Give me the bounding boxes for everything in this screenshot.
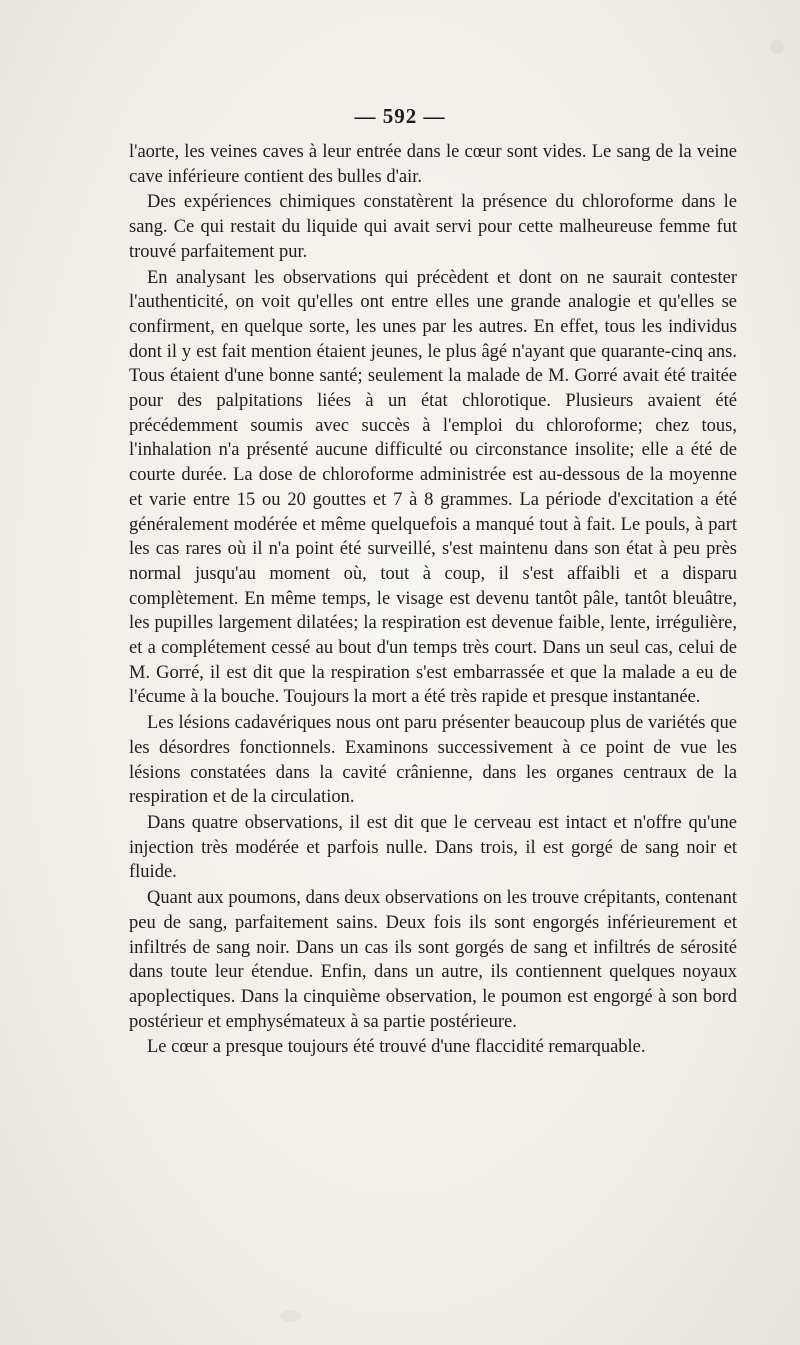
paragraph-2: Des expériences chimiques constatèrent la présence du chloroforme dans le sang. Ce qui restait du liquide qui avait servi pour cette malheureuse femme fut trouvé parfaitement pur. xyxy=(129,192,737,262)
paragraph-7: Le cœur a presque toujours été trouvé d'une flaccidité remarquable. xyxy=(147,1037,646,1058)
paragraph-4: Les lésions cadavériques nous ont paru présenter beaucoup plus de variétés que les désordres fonctionnels. Examinons successivement à ce point de vue les lésions constatées dans la cavité crânienne, dans les organes centraux de la respiration et de la circulation. xyxy=(129,713,737,808)
paragraph-1: l'aorte, les veines caves à leur entrée dans le cœur sont vides. Le sang de la veine cave inférieure contient des bulles d'air. xyxy=(129,142,737,187)
body-text xyxy=(129,140,737,1060)
paper-stain xyxy=(770,40,784,54)
paragraph-5: Dans quatre observations, il est dit que le cerveau est intact et n'offre qu'une injection très modérée et parfois nulle. Dans trois, il est gorgé de sang noir et fluide. xyxy=(129,812,737,883)
page-number: — 592 — xyxy=(354,104,446,128)
paragraph-6: Quant aux poumons, dans deux observations on les trouve crépitants, contenant peu de sang, parfaitement sains. Deux fois ils sont engorgés inférieurement et infiltrés de sang noir. Dans un cas ils sont gorgés de sang et infiltrés de sérosité dans toute leur étendue. Enfin, dans un autre, ils contiennent quelques noyaux apoplectiques. Dans la cinquième observation, le poumon est engorgé à son bord postérieur et emphysémateux à sa partie postérieure. xyxy=(129,888,737,1032)
paper-stain xyxy=(280,1310,302,1322)
paragraph-3: En analysant les observations qui précèdent et dont on ne saurait contester l'authenticité, on voit qu'elles ont entre elles une grande analogie et qu'elles se confirment, en quelque sorte, les unes par les autres. En effet, tous les individus dont il y est fait mention étaient jeunes, le plus âgé n'ayant que quarante-cinq ans. Tous étaient d'une bonne santé; seulement la malade de M. Gorré avait été traitée pour des palpitations liées à un état chlorotique. Plusieurs avaient été précédemment soumis avec succès à l'emploi du chloroforme; chez tous, l'inhalation n'a présenté aucune difficulté ou circonstance insolite; elle a été de courte durée. La dose de chloroforme administrée est au-dessous de la moyenne et varie entre 15 ou 20 gouttes et 7 à 8 grammes. La période d'excitation a été généralement modérée et même quelquefois a manqué tout à fait. Le pouls, à part les cas rares où il n'a point été surveillé, s'est maintenu dans son état à peu près normal jusqu'au moment où, tout à coup, il s'est affaibli et a disparu complètement. En même temps, le visage est devenu tantôt pâle, tantôt bleuâtre, les pupilles largement dilatées; la respiration est devenue faible, lente, irrégulière, et a complétement cessé au bout d'un temps très court. Dans un seul cas, celui de M. Gorré, il est dit que la respiration s'est embarrassée et que la malade a eu de l'écume à la bouche. Toujours la mort a été très rapide et presque instantanée. xyxy=(129,267,737,708)
